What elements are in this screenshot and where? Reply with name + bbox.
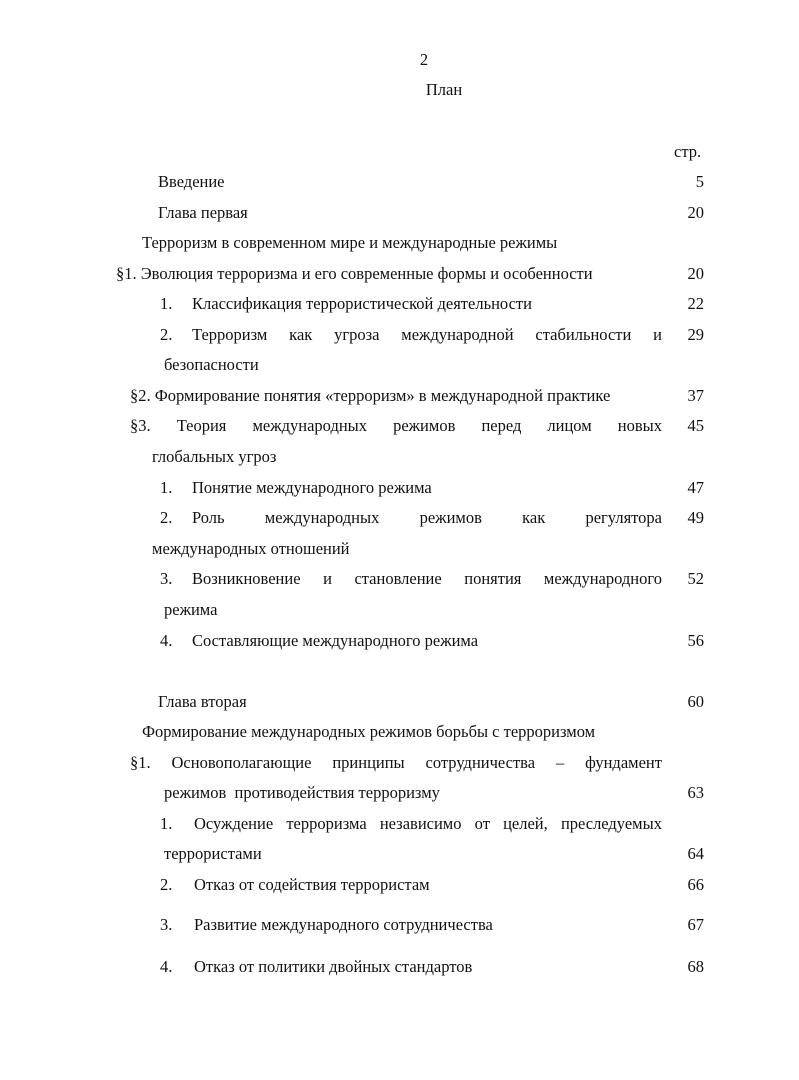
- toc-chapter1-page: 20: [687, 203, 704, 222]
- toc-ch1-section3-label-cont: глобальных угроз: [152, 447, 277, 466]
- toc-ch1-s3-item3-label: Возникновение и становление понятия международного: [192, 569, 662, 588]
- toc-ch2-s1-item1-number: 1.: [160, 814, 173, 833]
- toc-ch1-section2-label: §2. Формирование понятия «терроризм» в международной практике: [130, 386, 611, 405]
- toc-ch2-section1-label-cont: режимов противодействия терроризму: [164, 783, 440, 802]
- toc-ch1-s3-item2-page: 49: [687, 508, 704, 527]
- toc-ch1-s1-item1-page: 22: [687, 294, 704, 313]
- toc-ch1-s3-item4-label: Составляющие международного режима: [192, 631, 479, 650]
- toc-intro-label: Введение: [158, 172, 225, 191]
- toc-chapter2-heading: Формирование международных режимов борьбы с терроризмом: [142, 722, 596, 741]
- toc-ch1-s3-item4-number: 4.: [160, 631, 173, 650]
- toc-ch2-s1-item2-number: 2.: [160, 875, 173, 894]
- toc-ch1-section3-label: §3. Теория международных режимов перед лицом новых: [130, 416, 662, 435]
- toc-ch2-s1-item4-page: 68: [687, 957, 704, 976]
- toc-ch1-s1-item2-page: 29: [687, 325, 704, 344]
- toc-ch1-s1-item2-label-cont: безопасности: [164, 355, 259, 374]
- toc-ch2-s1-item3-number: 3.: [160, 915, 173, 934]
- toc-ch1-section2-page: 37: [687, 386, 704, 405]
- toc-ch2-s1-item3-page: 67: [687, 915, 704, 934]
- toc-ch1-s3-item3-number: 3.: [160, 569, 173, 588]
- toc-ch1-s3-item3-label-cont: режима: [164, 600, 218, 619]
- toc-ch1-s3-item1-page: 47: [687, 478, 704, 497]
- toc-ch1-s3-item2-label: Роль международных режимов как регулятора: [192, 508, 662, 527]
- toc-ch1-s1-item2-label: Терроризм как угроза международной стабильности и: [192, 325, 662, 344]
- toc-ch1-s1-item2-number: 2.: [160, 325, 173, 344]
- toc-intro-page: 5: [695, 172, 704, 191]
- toc-ch1-s1-item1-number: 1.: [160, 294, 173, 313]
- toc-ch1-s3-item1-label: Понятие международного режима: [192, 478, 432, 497]
- pages-column-header: стр.: [674, 142, 702, 161]
- toc-ch1-s3-item4-page: 56: [687, 631, 704, 650]
- page-title: План: [425, 80, 463, 99]
- toc-ch1-s3-item3-page: 52: [687, 569, 704, 588]
- toc-ch2-s1-item4-label: Отказ от политики двойных стандартов: [194, 957, 473, 976]
- toc-chapter1-heading: Терроризм в современном мире и международные режимы: [142, 233, 558, 252]
- toc-ch2-s1-item1-label-cont: террористами: [164, 844, 262, 863]
- toc-ch1-s3-item2-number: 2.: [160, 508, 173, 527]
- toc-ch1-section1-label: §1. Эволюция терроризма и его современные формы и особенности: [116, 264, 593, 283]
- toc-ch2-s1-item1-page: 64: [687, 844, 704, 863]
- toc-ch2-s1-item2-page: 66: [687, 875, 704, 894]
- toc-ch1-section3-page: 45: [687, 416, 704, 435]
- toc-ch2-s1-item2-label: Отказ от содействия террористам: [194, 875, 430, 894]
- toc-ch1-s3-item1-number: 1.: [160, 478, 173, 497]
- toc-ch1-s1-item1-label: Классификация террористической деятельности: [192, 294, 532, 313]
- page-number: 2: [419, 50, 429, 69]
- toc-chapter2-label: Глава вторая: [158, 692, 247, 711]
- toc-ch2-s1-item4-number: 4.: [160, 957, 173, 976]
- toc-ch2-section1-label: §1. Основополагающие принципы сотрудничества – фундамент: [130, 753, 662, 772]
- toc-ch2-s1-item3-label: Развитие международного сотрудничества: [194, 915, 493, 934]
- toc-ch1-s3-item2-label-cont: международных отношений: [152, 539, 350, 558]
- toc-ch1-section1-page: 20: [687, 264, 704, 283]
- toc-chapter2-page: 60: [687, 692, 704, 711]
- toc-ch2-section1-page: 63: [687, 783, 704, 802]
- toc-chapter1-label: Глава первая: [158, 203, 248, 222]
- toc-ch2-s1-item1-label: Осуждение терроризма независимо от целей, преследуемых: [194, 814, 662, 833]
